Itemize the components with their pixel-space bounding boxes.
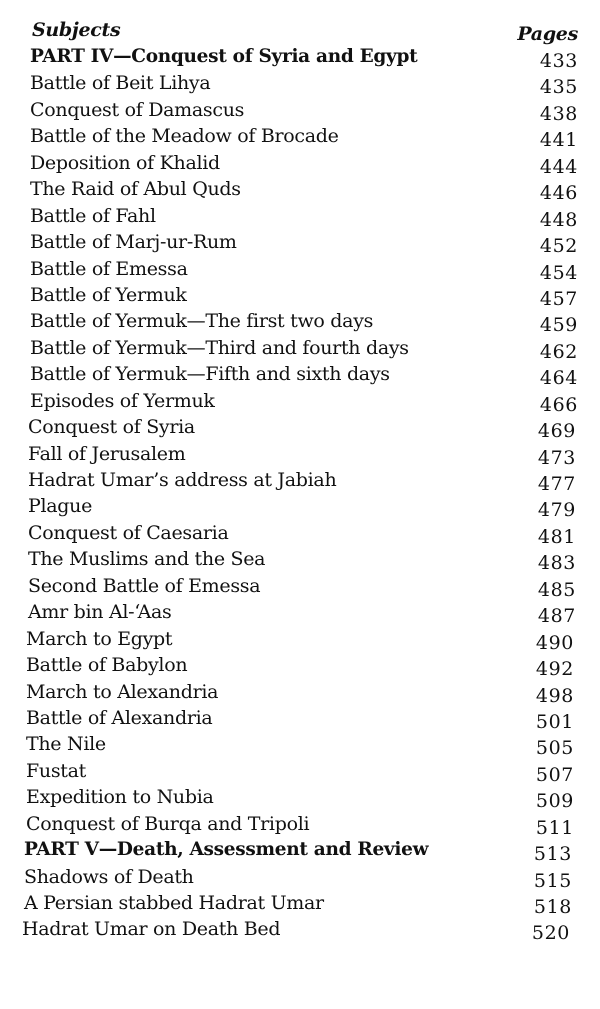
- toc-entry-title: PART IV—Conquest of Syria and Egypt: [30, 46, 418, 67]
- toc-entry-page-number: 462: [539, 340, 578, 363]
- toc-entry: [0, 441, 600, 467]
- pages-column-heading: Pages: [517, 23, 578, 45]
- toc-entry-page-number: 469: [537, 420, 576, 443]
- toc-entry: [0, 229, 600, 258]
- toc-header: [0, 18, 600, 45]
- toc-entry-page-number: 473: [537, 446, 576, 469]
- toc-entry-page-number: 483: [537, 552, 576, 575]
- toc-entry-page-number: 464: [539, 367, 578, 390]
- toc-entry-page-number: 513: [533, 843, 572, 866]
- toc-entry: [0, 916, 600, 945]
- toc-entry: [0, 467, 600, 493]
- toc-entry-page-number: 515: [533, 869, 572, 892]
- toc-entry-title: Battle of Yermuk: [30, 283, 187, 306]
- toc-entry-title: Hadrat Umar on Death Bed: [22, 918, 281, 941]
- toc-entry-page-number: 444: [539, 155, 578, 178]
- toc-entry-title: March to Alexandria: [26, 680, 219, 703]
- toc-entry: [0, 520, 600, 546]
- toc-entry-title: Second Battle of Emessa: [28, 574, 261, 597]
- toc-entry-title: Amr bin Al-‘Aas: [28, 601, 172, 624]
- toc-entry-title: Battle of Fahl: [30, 204, 156, 227]
- toc-entry-page-number: 505: [535, 737, 574, 760]
- toc-entry-title: Episodes of Yermuk: [30, 389, 215, 412]
- toc-entry-page-number: 487: [537, 605, 576, 628]
- toc-entry: [0, 890, 600, 916]
- toc-entry: [0, 652, 600, 681]
- toc-list: [0, 44, 600, 943]
- toc-entry-title: Battle of Yermuk—Fifth and sixth days: [30, 363, 390, 386]
- toc-entry-title: A Persian stabbed Hadrat Umar: [24, 892, 324, 914]
- toc-entry-title: Deposition of Khalid: [30, 151, 220, 174]
- toc-entry-title: Battle of Yermuk—Third and fourth days: [30, 336, 409, 359]
- toc-entry: [0, 97, 600, 123]
- toc-entry-title: Conquest of Caesaria: [28, 521, 229, 544]
- toc-entry-page-number: 507: [535, 763, 574, 786]
- toc-entry: [0, 414, 600, 443]
- toc-entry: [0, 176, 600, 205]
- toc-entry-title: Plague: [28, 495, 93, 518]
- toc-entry-title: The Raid of Abul Quds: [30, 178, 241, 201]
- toc-entry: [0, 626, 600, 652]
- toc-entry-title: PART V—Death, Assessment and Review: [24, 839, 429, 861]
- toc-entry: [0, 123, 600, 152]
- toc-entry-page-number: 511: [535, 816, 574, 839]
- toc-entry-page-number: 459: [539, 314, 578, 337]
- toc-entry-title: Battle of Emessa: [30, 257, 188, 280]
- toc-entry-title: Battle of Yermuk—The first two days: [30, 310, 374, 333]
- toc-entry: [0, 758, 600, 784]
- toc-entry-title: Battle of the Meadow of Brocade: [30, 125, 339, 148]
- toc-part-heading: [0, 837, 600, 866]
- toc-entry: [0, 308, 600, 337]
- toc-entry-title: March to Egypt: [26, 627, 173, 650]
- toc-entry-page-number: 446: [539, 182, 578, 205]
- toc-entry: [0, 256, 600, 282]
- toc-entry-page-number: 490: [535, 631, 574, 654]
- toc-entry-title: Battle of Marj-ur-Rum: [30, 231, 237, 254]
- toc-entry-title: The Nile: [26, 733, 106, 756]
- toc-entry: [0, 573, 600, 599]
- toc-entry-title: Conquest of Syria: [28, 416, 195, 439]
- toc-entry-page-number: 518: [533, 896, 572, 918]
- toc-entry-title: The Muslims and the Sea: [28, 548, 266, 571]
- toc-entry-title: Expedition to Nubia: [26, 786, 214, 809]
- toc-entry: [0, 150, 600, 176]
- toc-entry-title: Fall of Jerusalem: [28, 442, 186, 465]
- toc-entry: [0, 705, 600, 731]
- subjects-column-heading: Subjects: [32, 19, 121, 41]
- toc-entry-page-number: 477: [537, 473, 576, 495]
- toc-entry: [0, 784, 600, 813]
- toc-entry-page-number: 457: [539, 287, 578, 310]
- toc-entry: [0, 546, 600, 575]
- toc-entry-page-number: 466: [539, 393, 578, 416]
- toc-entry-title: Conquest of Burqa and Tripoli: [26, 812, 310, 835]
- toc-entry-page-number: 438: [539, 102, 578, 125]
- toc-entry-title: Battle of Alexandria: [26, 706, 213, 729]
- toc-entry: [0, 493, 600, 522]
- toc-entry-page-number: 454: [539, 261, 578, 284]
- toc-entry-title: Battle of Beit Lihya: [30, 72, 211, 95]
- toc-entry-page-number: 501: [535, 710, 574, 733]
- toc-entry: [0, 388, 600, 414]
- toc-part-heading: [0, 44, 600, 70]
- toc-entry-page-number: 498: [535, 684, 574, 707]
- toc-entry-page-number: 520: [531, 922, 570, 945]
- toc-entry: [0, 811, 600, 837]
- toc-entry: [0, 864, 600, 890]
- toc-entry-title: Hadrat Umar’s address at Jabiah: [28, 469, 337, 491]
- toc-entry-title: Shadows of Death: [24, 865, 194, 888]
- toc-entry-page-number: 448: [539, 208, 578, 231]
- toc-entry: [0, 731, 600, 760]
- toc-entry-page-number: 479: [537, 499, 576, 522]
- toc-entry: [0, 335, 600, 361]
- toc-entry-page-number: 452: [539, 235, 578, 258]
- toc-entry-title: Fustat: [26, 759, 86, 782]
- toc-entry-page-number: 509: [535, 790, 574, 813]
- toc-entry: [0, 70, 600, 99]
- toc-entry-title: Conquest of Damascus: [30, 98, 245, 121]
- toc-entry-title: Battle of Babylon: [26, 654, 188, 677]
- toc-entry-page-number: 435: [539, 76, 578, 99]
- toc-entry: [0, 361, 600, 390]
- toc-entry-page-number: 481: [537, 525, 576, 548]
- toc-entry-page-number: 441: [539, 129, 578, 152]
- toc-entry: [0, 679, 600, 705]
- toc-entry-page-number: 485: [537, 578, 576, 601]
- toc-entry: [0, 203, 600, 229]
- toc-entry-page-number: 433: [539, 50, 578, 72]
- toc-entry: [0, 282, 600, 308]
- toc-entry: [0, 599, 600, 628]
- toc-entry-page-number: 492: [535, 658, 574, 681]
